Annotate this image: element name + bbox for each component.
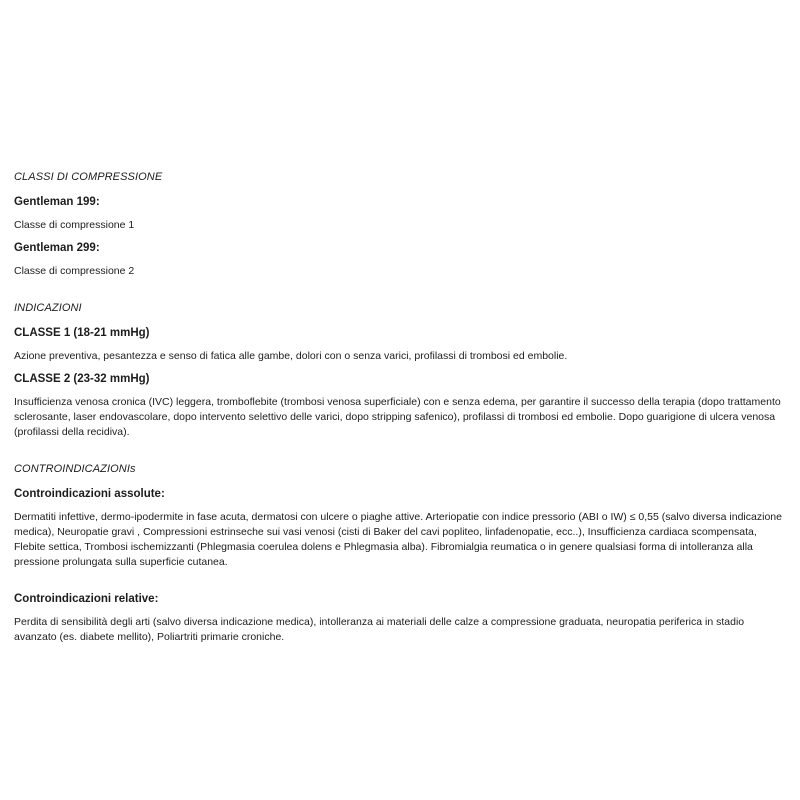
- relative-contraindications-text: Perdita di sensibilità degli arti (salvo diversa indicazione medica), intolleranza ai materiali delle calze a compressione graduata, neuropatia periferica in stadio avanzato (es. diabete mellito), Poliartriti primarie croniche.: [14, 616, 745, 643]
- product-gentleman-299-class: Classe di compressione 2: [14, 265, 135, 277]
- product-gentleman-199-class: Classe di compressione 1: [14, 219, 135, 231]
- product-gentleman-199-label: Gentleman 199:: [14, 196, 100, 208]
- section-compression-classes: [14, 170, 786, 279]
- class-2-description: Insufficienza venosa cronica (IVC) leggera, tromboflebite (trombosi venosa superficiale) con e senza edema, per garantire il successo della terapia (dopo trattamento sclerosante, laser endovascolare, dopo intervento selettivo delle varici, dopo stripping safenico), profilassi di trombosi ed embolie. Dopo guarigione di ulcera venosa (profilassi della recidiva).: [14, 396, 781, 438]
- class-1-heading: CLASSE 1 (18-21 mmHg): [14, 327, 150, 339]
- indications-title: INDICAZIONI: [14, 302, 82, 314]
- contraindications-title: CONTROINDICAZIONIs: [14, 463, 136, 475]
- class-1-description: Azione preventiva, pesantezza e senso di fatica alle gambe, dolori con o senza varici, profilassi di trombosi ed embolie.: [14, 350, 568, 362]
- class-2-heading: CLASSE 2 (23-32 mmHg): [14, 373, 150, 385]
- relative-contraindications-heading: Controindicazioni relative:: [14, 593, 159, 605]
- section-contraindications: [14, 462, 786, 645]
- product-gentleman-299-label: Gentleman 299:: [14, 242, 100, 254]
- compression-classes-title: CLASSI DI COMPRESSIONE: [14, 171, 163, 183]
- absolute-contraindications-text: Dermatiti infettive, dermo-ipodermite in fase acuta, dermatosi con ulcere o piaghe attive. Arteriopatie con indice pressorio (ABI o IW) ≤ 0,55 (salvo diversa indicazione medica), Neuropatie gravi , Compressioni estrinseche sui vasi venosi (cisti di Baker del cavi popliteo, linfadenopatie, ecc..), Insufficienza cardiaca scompensata, Flebite settica, Trombosi ischemizzanti (Phlegmasia coerulea dolens e Phlegmasia alba). Fibromialgia reumatica o in genere qualsiasi forma di intolleranza alla pressione prolungata sulla superficie cutanea.: [14, 511, 782, 568]
- absolute-contraindications-heading: Controindicazioni assolute:: [14, 488, 165, 500]
- section-indications: [14, 301, 786, 440]
